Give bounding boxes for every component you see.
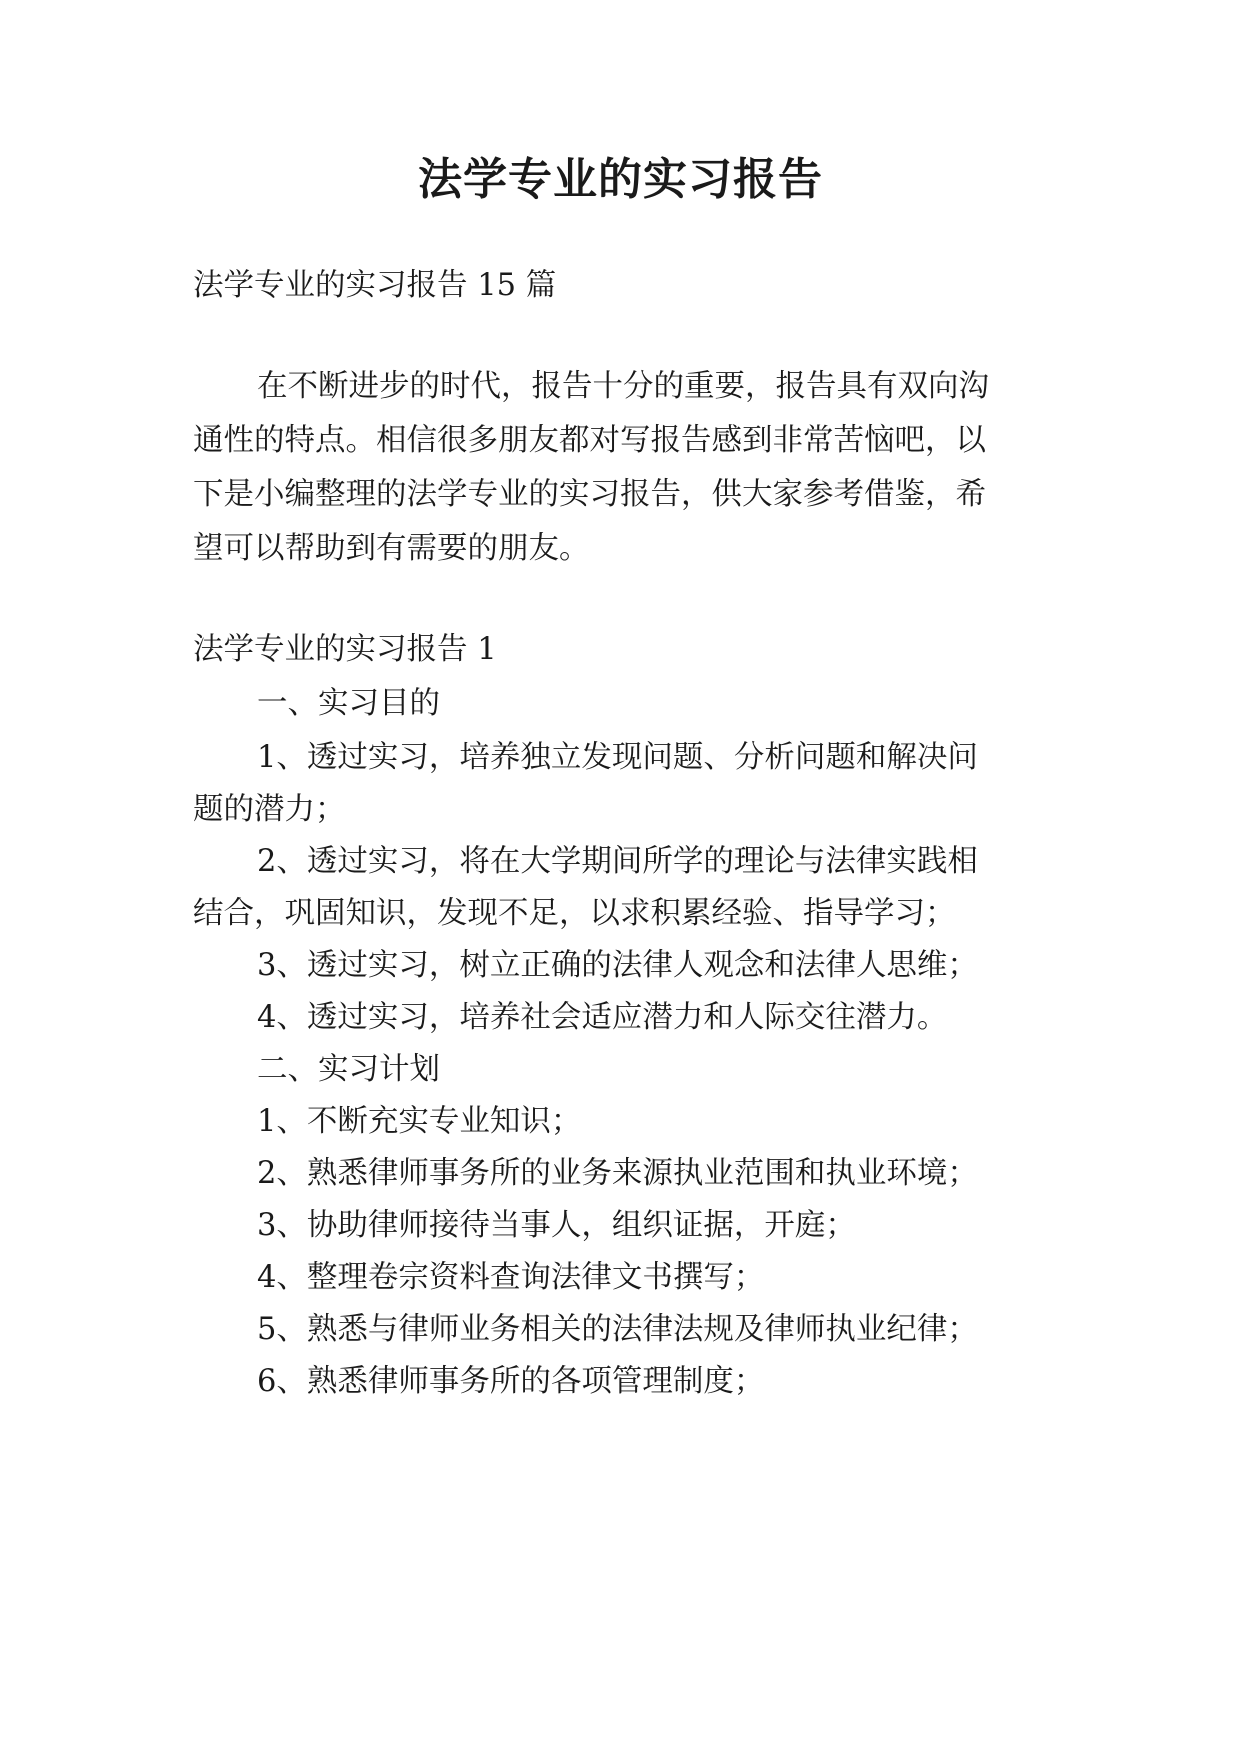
- goals-heading: 一、实习目的: [257, 686, 440, 721]
- goal-line: 4、透过实习，培养社会适应潜力和人际交往潜力。: [257, 1000, 948, 1035]
- goal-line: 1、透过实习，培养独立发现问题、分析问题和解决问: [257, 740, 978, 775]
- goal-line: 3、透过实习，树立正确的法律人观念和法律人思维；: [257, 948, 978, 983]
- goal-line: 结合，巩固知识，发现不足，以求积累经验、指导学习；: [193, 896, 956, 931]
- goal-line: 题的潜力；: [193, 792, 346, 827]
- goal-line: 2、透过实习，将在大学期间所学的理论与法律实践相: [257, 844, 978, 879]
- plan-line: 5、熟悉与律师业务相关的法律法规及律师执业纪律；: [257, 1312, 978, 1347]
- plan-line: 3、协助律师接待当事人，组织证据，开庭；: [257, 1208, 856, 1243]
- intro-line: 在不断进步的时代，报告十分的重要，报告具有双向沟: [257, 369, 989, 404]
- plan-line: 1、不断充实专业知识；: [257, 1104, 582, 1139]
- intro-line: 望可以帮助到有需要的朋友。: [193, 531, 590, 566]
- document-title: 法学专业的实习报告: [418, 154, 823, 205]
- intro-line: 下是小编整理的法学专业的实习报告，供大家参考借鉴，希: [193, 477, 986, 512]
- plan-line: 2、熟悉律师事务所的业务来源执业范围和执业环境；: [257, 1156, 978, 1191]
- document-subtitle: 法学专业的实习报告 15 篇: [193, 268, 557, 303]
- plan-heading: 二、实习计划: [257, 1052, 440, 1087]
- plan-line: 4、整理卷宗资料查询法律文书撰写；: [257, 1260, 765, 1295]
- plan-line: 6、熟悉律师事务所的各项管理制度；: [257, 1364, 765, 1399]
- intro-line: 通性的特点。相信很多朋友都对写报告感到非常苦恼吧，以: [193, 423, 986, 458]
- section-heading: 法学专业的实习报告 1: [193, 632, 497, 667]
